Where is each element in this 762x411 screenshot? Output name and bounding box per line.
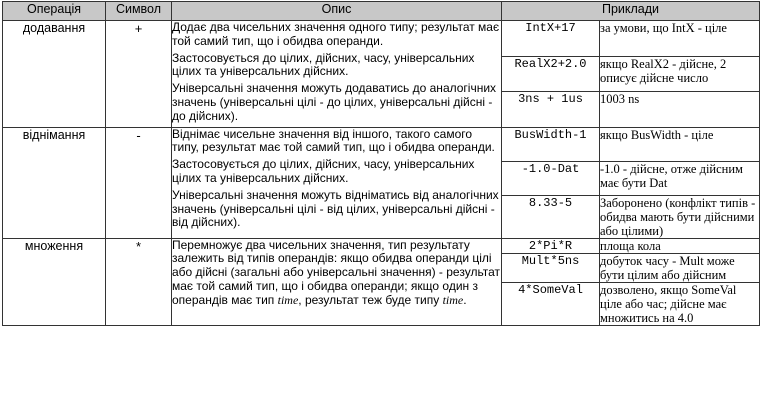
description-paragraph: Застосовується до цілих, дійсних, часу, універсальних цілих та універсальних дійсних.	[172, 50, 475, 79]
example-note: площа кола	[600, 238, 760, 253]
description-paragraph: Універсальні значення можуть додаватись до аналогічних значень (універсальні цілі - до цілих, універсальні дійсні - до дійсних).	[172, 81, 497, 123]
description-text: Перемножує два чисельних значення, тип результату залежить від типів операндів: якщо обидва операнди цілі або дійсні (загальні або універсальні значення) - результат має той самий тип, що і обидва операнди; якщо один з операндів має тип	[172, 237, 501, 307]
example-note: Заборонено (конфлікт типів - обидва мають бути дійсними або цілими)	[600, 195, 760, 238]
example-code: Mult*5ns	[502, 253, 600, 282]
description-paragraph: Віднімає чисельне значення від іншого, такого самого типу, результат має той самий тип, що і обидва операнди.	[172, 126, 495, 155]
example-note: якщо RealX2 - дійсне, 2 описує дійсне число	[600, 56, 760, 92]
example-code: BusWidth-1	[502, 127, 600, 161]
example-code: 3ns + 1us	[502, 92, 600, 128]
example-code: -1.0-Dat	[502, 161, 600, 195]
operation-cell: віднімання	[3, 127, 106, 238]
table-row-multiplication	[3, 238, 760, 253]
table-row-subtraction	[3, 127, 760, 161]
description-cell	[172, 238, 502, 325]
example-code: 4*SomeVal	[502, 282, 600, 325]
example-code: 8.33-5	[502, 195, 600, 238]
example-note: за умови, що IntX - ціле	[600, 21, 760, 57]
header-examples: Приклади	[502, 2, 760, 21]
description-cell	[172, 21, 502, 128]
description-paragraph: Додає два чисельних значення одного типу; результат має той самий тип, що і обидва операнди.	[172, 20, 500, 48]
example-note: 1003 ns	[600, 92, 760, 128]
example-note: -1.0 - дійсне, отже дійсним має бути Dat	[600, 161, 760, 195]
operation-cell: множення	[3, 238, 106, 325]
header-symbol: Символ	[106, 2, 172, 21]
operation-cell: додавання	[3, 21, 106, 128]
header-operation: Операція	[3, 2, 106, 21]
description-paragraph: Універсальні значення можуть відніматись від аналогічних значень (універсальні цілі - від цілих, універсальні дійсні - від дійсних).	[172, 187, 499, 230]
description-cell	[172, 127, 502, 238]
example-code: 2*Pi*R	[502, 238, 600, 253]
example-note: якщо BusWidth - ціле	[600, 127, 760, 161]
type-time: time	[442, 292, 464, 307]
symbol-cell: -	[106, 127, 172, 238]
type-time: time	[277, 292, 299, 307]
operators-table	[2, 1, 760, 326]
example-note: дозволено, якщо SomeVal ціле або час; дійсне має множитись на 4.0	[600, 282, 760, 325]
example-code: IntX+17	[502, 21, 600, 57]
header-row	[3, 2, 760, 21]
table-row-addition	[3, 21, 760, 57]
description-text: .	[463, 292, 467, 307]
example-note: добуток часу - Mult може бути цілим або дійсним	[600, 253, 760, 282]
header-description: Опис	[172, 2, 502, 21]
symbol-cell: *	[106, 238, 172, 325]
example-code: RealX2+2.0	[502, 56, 600, 92]
symbol-cell: +	[106, 21, 172, 128]
description-text: , результат теж буде типу	[298, 292, 443, 307]
description-paragraph: Застосовується до цілих, дійсних, часу, універсальних цілих та універсальних дійсних.	[172, 157, 475, 185]
